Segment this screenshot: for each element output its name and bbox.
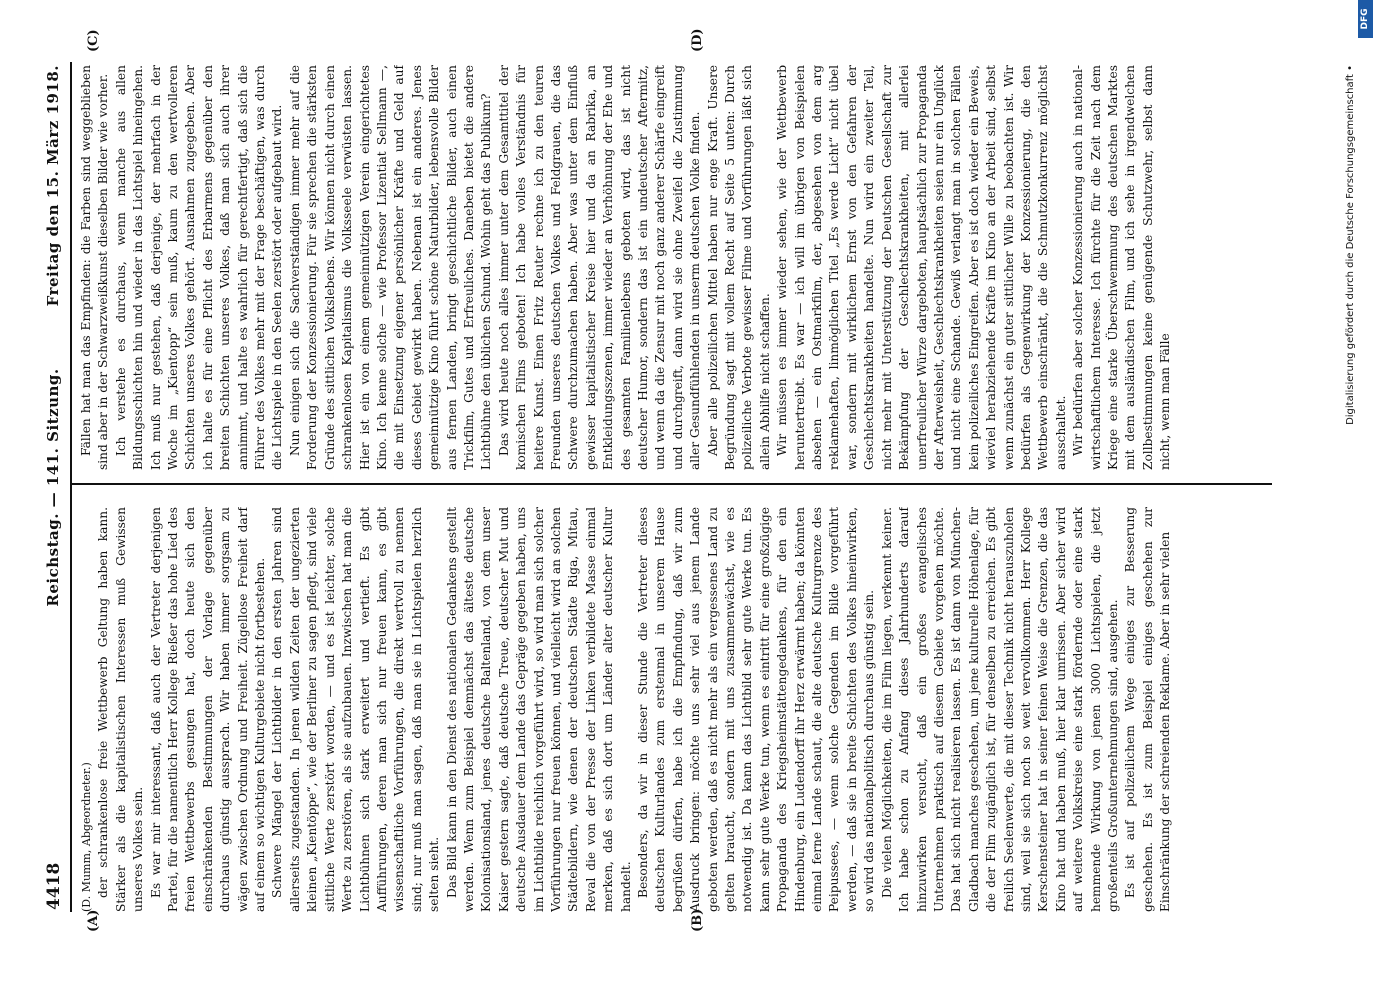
margin-mark-b: (B) <box>690 908 705 932</box>
margin-mark-d: (D) <box>690 28 705 52</box>
paragraph: Wir müssen es immer wieder sehen, wie der Wettbewerb heruntertreibt. Es war — ich will im übrigen von Beispielen absehen — ein Ostmarkfilm, der, abgesehen von dem arg reklamehaften, linmöglichen Titel „Es werde Licht“ nicht übel war, sondern mit wirklichem Ernst von den Gefahren der Geschlechtskrankheiten handelte. Nun wird ein zweiter Teil, nicht mehr mit Unterstützung der Deutschen Gesellschaft zur Bekämpfung der Geschlechtskrankheiten, mit allerlei unerfreulicher Würze dargeboten, hauptsächlich zur Propaganda der Afterweisheit, Geschlechtskrankheiten seien nur ein Unglück und nicht eine Schande. Gewiß verlangt man in solchen Fällen kein polizeiliches Eingreifen. Aber es ist doch wieder ein Beweis, wieviel herabziehende Kräfte im Kino an der Arbeit sind, selbst wenn zunächst ein guter sittlicher Wille zu beobachten ist. Wir bedürfen als Gegenwirkung der Konzessionierung, die den Wettbewerb einschränkt, die die Schmutzkonkurrenz möglichst ausschaltet. <box>775 65 1068 470</box>
paragraph: Nun einigen sich die Sachverständigen immer mehr auf die Forderung der Konzessionierung. Für sie sprechen die stärksten Gründe des sittlichen Volkslebens. Wir können nicht durch einen schrankenlosen Kapitalismus die Volksseele verwüsten lassen. Hier ist ein von einem gemeinnützigen Verein eingerichtetes Kino. Ich kenne solche — wie Professor Lizentiat Sellmann —, die mit Einsetzung eigener persönlicher Kräfte und Geld auf dieses Gebiet gewirkt haben. Nebenan ist ein anderes. Jenes gemeinnützige Kino führt schöne Naturbilder, lebensvolle Bilder aus fernen Landen, bringt geschichtliche Bilder, auch einen Trickfilm, Gutes und Erfreuliches. Daneben bietet die andere Lichtbühne den üblichen Schund. Wohin geht das Publikum? <box>287 65 494 470</box>
paragraph: Ich verstehe es durchaus, wenn manche aus allen Bildungsschichten hin und wieder in das Lichtspiel hineingehen. Ich muß nur gestehen, daß derjenige, der mehrfach in der Woche im „Kientopp“ sein muß, kaum zu den wertvolleren Schichten unseres Volkes gehört. Ausnahmen zugegeben. Aber ich halte es für eine Pflicht des Erbarmens gegenüber den breiten Schichten unseres Volkes, daß man sich auch ihrer annimmt, und halte es wahrlich für gerechtfertigt, daß sich die Führer des Volkes mehr mit der Frage beschäftigen, was durch die Lichtspiele in den Seelen zerstört oder aufgebaut wird. <box>113 65 285 470</box>
paragraph: Das Bild kann in den Dienst des nationalen Gedankens gestellt werden. Wenn zum Beispiel demnächst das älteste deutsche Kolonisationsland, jenes deutsche Baltenland, von dem unser Kaiser gestern sagte, daß deutsche Treue, deutscher Mut und deutsche Ausdauer dem Lande das Gepräge gegeben haben, uns im Lichtbilde reichlich vorgeführt wird, so wird man sich solcher Vorführungen nur freuen können, und vielleicht wird an solchen Städtebildern, wie denen der deutschen Städte Riga, Mitau, Reval die von der Presse der Linken verbildete Masse einmal merken, daß es sich dort um Länder alter deutscher Kultur handelt. <box>444 507 633 912</box>
paragraph: Schwere Mängel der Lichtbilder in den ersten Jahren sind allerseits zugestanden. In jenen wilden Zeiten der ungezierten kleinen „Kientöppe“, wie der Berliner zu sagen pflegt, sind viele sittliche Werte zerstört worden, — und es ist leichter, solche Werte zu zerstören, als sie aufzubauen. Inzwischen hat man die Lichtbühnen sich stark erweitert und vertieft. Es gibt Aufführungen, deren man sich nur freuen kann, es gibt wissenschaftliche Vorführungen, die direkt wertvoll zu nennen sind; nur muß man sagen, daß man sie in Lichtspielen herzlich selten sieht. <box>270 507 442 912</box>
paragraph: Es ist auf polizeilichem Wege einiges zur Besserung geschehen. Es ist zum Beispiel einiges geschehen zur Einschränkung der schreienden Reklame. Aber in sehr vielen <box>1123 507 1173 912</box>
paragraph: Wir bedürfen aber solcher Konzessionierung auch in national-wirtschaftlichem Interesse. Ich fürchte für die Zeit nach dem Kriege eine starke Überschwemmung des deutschen Marktes mit dem ausländischen Film, und ich sehe in irgendwelchen Zollbestimmungen keine genügende Schutzwehr, selbst dann nicht, wenn man Fälle <box>1071 65 1173 470</box>
paragraph: Das wird heute noch alles immer unter dem Gesamttitel der komischen Films geboten! Ich habe volles Verständnis für heitere Kunst. Einen Fritz Reuter rechne ich zu den teuren Freunden unseres deutschen Volkes und Feldgrauen, die das Schwere durchzumachen haben. Aber was unter dem Einfluß gewisser kapitalistischer Kreise hier und da an Rabrika, an Entkleidungsszenen, immer wieder an Verhöhnung der Ehe und des gesamten Familienlebens geboten wird, das ist nicht deutscher Humor, sondern das ist ein undeutscher Aftermitz, und wenn da die Zensur mit noch ganz anderer Schärfe eingreift und durchgreift, dann wird sie ohne Zweifel die Zustimmung aller Gesundfühlenden in unserm deutschen Volke finden. <box>496 65 703 470</box>
page-header <box>40 65 70 910</box>
margin-mark-a: (A) <box>86 909 101 932</box>
margin-mark-c: (C) <box>86 29 101 52</box>
page-number: 4418 <box>44 862 64 910</box>
column-divider <box>72 484 1272 486</box>
paragraph: Es war mir interessant, daß auch der Vertreter derjenigen Partei, für die namentlich Herr Kollege Rießer das hohe Lied des freien Wettbewerbs gesungen hat, doch heute sich den einschränkenden Bestimmungen der Vorlage gegenüber durchaus günstig aussprach. Wir haben immer sorgsam zu wägen zwischen Ordnung und Freiheit. Zügellose Freiheit darf auf einem so wichtigen Kulturgebiete nicht fortbestehen. <box>148 507 268 912</box>
speaker-label: (D. Mumm, Abgeordneter.) <box>80 762 93 912</box>
running-title: Reichstag. — 141. Sitzung. <box>44 368 62 607</box>
session-date: Freitag den 15. März 1918. <box>44 65 62 307</box>
dfg-logo: DFG <box>1358 0 1373 38</box>
header-rule <box>70 62 72 912</box>
left-column <box>78 507 1273 912</box>
digitization-credit: Digitalisierung gefördert durch die Deutsche Forschungsgemeinschaft • <box>1345 65 1356 425</box>
paragraph: Fällen hat man das Empfinden: die Farben sind weggeblieben sind aber in der Schwarzweißkunst dieselben Bilder wie vorher. <box>79 65 111 470</box>
paragraph: Aber alle polizeilichen Mittel haben nur enge Kraft. Unsere Begründung sagt mit vollem Recht auf Seite 5 unten: Durch polizeiliche Verbote gewisser Filme und Vorführungen läßt sich allein Abhilfe nicht schaffen. <box>705 65 772 470</box>
paragraph: Die vielen Möglichkeiten, die im Film liegen, verkennt keiner. Ich habe schon zu Anfang dieses Jahrhunderts darauf hinzuwirken versucht, daß ein großes evangelisches Unternehmen praktisch auf diesem Gebiete vorgehen möchte. Das hat sich nicht realisieren lassen. Es ist dann von München-Gladbach manches geschehen, um jene kulturelle Höhenlage, für die der Film zugänglich ist, für denselben zu erreichen. Es gibt freilich Seelenwerte, die mit dieser Technik nicht herauszuholen sind, weil sie sich noch so weit vervollkommen. Herr Kollege Kerschensteiner hat in seiner feinen Weise die Grenzen, die das Kino hat und haben muß, hier klar umrissen. Aber sicher wird auf weitere Volkskreise eine stark fördernde oder eine stark hemmende Wirkung von jenen 3000 Lichtspielen, die jetzt großenteils Großunternehmungen sind, ausgehen. <box>879 507 1120 912</box>
paragraph: Besonders, da wir in dieser Stunde die Vertreter dieses deutschen Kulturlandes zum erstenmal in unserem Hause begrüßen dürfen, habe ich die Empfindung, daß wir zum Ausdruck bringen: möchte uns sehr viel aus jenem Lande geboten werden, daß es nicht mehr als ein vergessenes Land zu gelten braucht, sondern mit uns zusammenwächst, wie es notwendig ist. Da kann das Lichtbild sehr gute Werke tun. Es kann sehr gute Werke tun, wenn es eintritt für eine großzügige Propaganda des Kriegsheimstättengedankens, für den ein Hindenburg, ein Ludendorff ihr Herz erwärmt haben; da könnten einmal ferne Lande schaut, die alte deutsche Kulturgrenze des Peipussees, — wenn solche Gegenden im Bilde vorgeführt werden, — daß sie in breite Schichten des Volkes hineinwirken, so wird das nationalpolitisch durchaus günstig sein. <box>636 507 877 912</box>
paragraph: der schrankenlose freie Wettbewerb Geltung haben kann. Stärker als die kapitalistischen Interessen muß Gewissen unseres Volkes sein. <box>96 507 146 912</box>
right-column <box>78 65 1273 470</box>
